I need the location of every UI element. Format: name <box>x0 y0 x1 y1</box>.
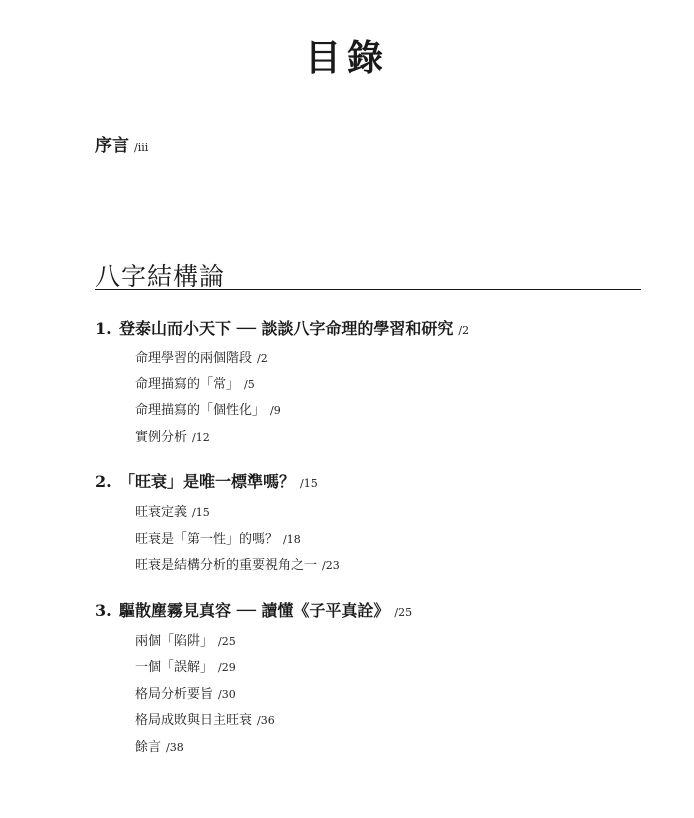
section-page: /25 <box>218 635 236 648</box>
toc-section[interactable] <box>135 683 236 702</box>
toc-entry-preface[interactable] <box>95 131 148 156</box>
section-page: /30 <box>218 688 236 701</box>
section-page: /23 <box>322 559 340 572</box>
section-title: 餘言 <box>135 740 162 755</box>
section-page: /15 <box>192 506 210 519</box>
chapter-page: /2 <box>458 324 470 337</box>
chapter-page: /15 <box>300 477 318 490</box>
toc-section[interactable] <box>135 347 268 366</box>
toc-section[interactable] <box>135 630 236 649</box>
toc-section[interactable] <box>135 399 281 418</box>
chapter-title: 驅散塵霧見真容 ── 讀懂《子平真詮》 <box>119 601 390 620</box>
toc-chapter-1[interactable] <box>95 316 469 339</box>
chapter-title: 「旺衰」是唯一標準嗎？ <box>119 472 296 491</box>
toc-section[interactable] <box>135 709 275 728</box>
preface-label: 序言 <box>95 136 129 156</box>
section-title: 實例分析 <box>135 430 188 445</box>
preface-page: /iii <box>134 141 149 154</box>
part-divider <box>95 289 641 290</box>
toc-section[interactable] <box>135 501 210 520</box>
chapter-page: /25 <box>394 606 413 619</box>
section-page: /18 <box>283 533 301 546</box>
section-page: /2 <box>257 352 268 365</box>
section-page: /12 <box>192 431 210 444</box>
section-title: 旺衰是「第一性」的嗎？ <box>135 532 279 547</box>
section-page: /36 <box>257 714 275 727</box>
section-page: /29 <box>218 661 236 674</box>
section-page: /38 <box>166 741 184 754</box>
chapter-title: 登泰山而小天下 ── 談談八字命理的學習和研究 <box>119 319 454 338</box>
toc-chapter-3[interactable] <box>95 598 412 621</box>
section-title: 一個「誤解」 <box>135 660 214 675</box>
section-title: 命理描寫的「個性化」 <box>135 403 266 418</box>
chapter-number: 2. <box>95 472 112 491</box>
section-title: 命理學習的兩個階段 <box>135 351 253 366</box>
section-title: 旺衰是結構分析的重要視角之一 <box>135 558 318 573</box>
section-title: 格局分析要旨 <box>135 687 214 702</box>
section-title: 格局成敗與日主旺衰 <box>135 713 253 728</box>
toc-section[interactable] <box>135 736 184 755</box>
part-heading: 八字結構論 <box>95 262 226 291</box>
section-page: /9 <box>270 404 281 417</box>
chapter-number: 3. <box>95 601 112 620</box>
chapter-number: 1. <box>95 319 112 338</box>
section-title: 命理描寫的「常」 <box>135 377 240 392</box>
toc-section[interactable] <box>135 373 255 392</box>
toc-section[interactable] <box>135 554 340 573</box>
toc-section[interactable] <box>135 656 236 675</box>
section-page: /5 <box>244 378 255 391</box>
toc-section[interactable] <box>135 528 301 547</box>
page-title: 目錄 <box>304 38 389 79</box>
toc-section[interactable] <box>135 426 210 445</box>
section-title: 兩個「陷阱」 <box>135 634 214 649</box>
toc-chapter-2[interactable] <box>95 469 318 492</box>
section-title: 旺衰定義 <box>135 505 188 520</box>
